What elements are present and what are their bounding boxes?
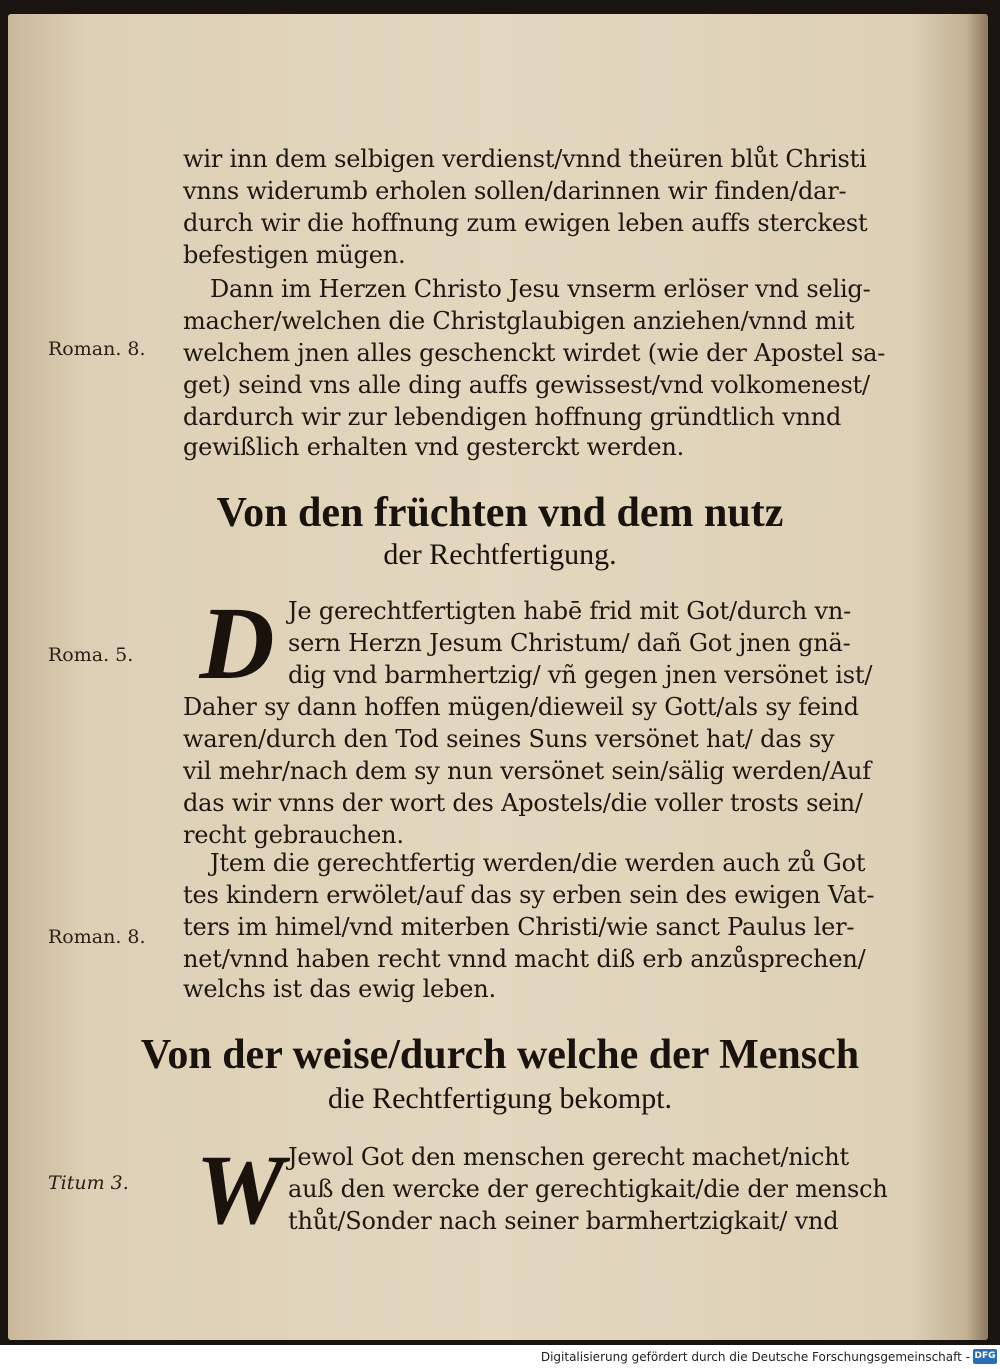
text-line: Je gerechtfertigten habē frid mit Got/durch vn- (288, 597, 852, 625)
text-line: welchem jnen alles geschenckt wirdet (wie der Apostel sa- (183, 339, 886, 367)
text-line: befestigen mügen. (183, 241, 406, 269)
margin-note-roman-8: Roman. 8. (48, 338, 146, 360)
drop-cap-initial: D (199, 586, 275, 701)
text-line: Jtem die gerechtfertig werden/die werden auch zů Got (210, 849, 866, 877)
text-line: welchs ist das ewig leben. (183, 975, 496, 1003)
text-line: tes kindern erwölet/auf das sy erben sein des ewigen Vat- (183, 881, 875, 909)
text-line: sern Herzn Jesum Christum/ dañ Got jnen gnä- (288, 629, 851, 657)
margin-note-roma-5: Roma. 5. (48, 644, 134, 666)
text-line: vil mehr/nach dem sy nun versönet sein/sälig werden/Auf (183, 757, 871, 785)
text-line: thůt/Sonder nach seiner barmhertzigkait/ vnd (288, 1207, 839, 1235)
text-line: macher/welchen die Christglaubigen anziehen/vnnd mit (183, 307, 855, 335)
text-line: dardurch wir zur lebendigen hoffnung gründtlich vnnd (183, 403, 842, 431)
section-heading: Von den früchten vnd dem nutz (216, 490, 784, 536)
text-line: recht gebrauchen. (183, 821, 404, 849)
footer-bar (0, 1345, 1000, 1369)
text-line: wir inn dem selbigen verdienst/vnnd theüren blůt Christi (183, 145, 867, 173)
text-line: dig vnd barmhertzig/ vñ gegen jnen versönet ist/ (288, 661, 873, 689)
funding-notice: Digitalisierung gefördert durch die Deutsche Forschungsgemeinschaft - (540, 1350, 970, 1364)
section-subheading: der Rechtfertigung. (383, 538, 617, 571)
text-line: vnns widerumb erholen sollen/darinnen wir finden/dar- (183, 177, 847, 205)
text-line: Dann im Herzen Christo Jesu vnserm erlöser vnd selig- (210, 275, 871, 303)
text-line: Daher sy dann hoffen mügen/dieweil sy Gott/als sy feind (183, 693, 859, 721)
margin-note-titum-3: Titum 3. (48, 1172, 129, 1194)
text-line: gewißlich erhalten vnd gesterckt werden. (183, 433, 685, 461)
text-line: net/vnnd haben recht vnnd macht diß erb anzůsprechen/ (183, 945, 866, 973)
text-line: durch wir die hoffnung zum ewigen leben auffs sterckest (183, 209, 868, 237)
margin-note-roman-8-second: Roman. 8. (48, 926, 146, 948)
text-line: Jewol Got den menschen gerecht machet/nicht (288, 1143, 849, 1171)
drop-cap-initial: W (195, 1134, 285, 1245)
text-line: auß den wercke der gerechtigkait/die der mensch (288, 1175, 888, 1203)
text-line: ters im himel/vnd miterben Christi/wie sanct Paulus ler- (183, 913, 855, 941)
section-heading: Von der weise/durch welche der Mensch (140, 1032, 860, 1078)
section-subheading: die Rechtfertigung bekompt. (327, 1082, 673, 1115)
dfg-logo: DFG (973, 1349, 997, 1364)
text-line: get) seind vns alle ding auffs gewissest/vnd volkomenest/ (183, 371, 870, 399)
text-line: waren/durch den Tod seines Suns versönet hat/ das sy (183, 725, 835, 753)
text-line: das wir vnns der wort des Apostels/die voller trosts sein/ (183, 789, 863, 817)
